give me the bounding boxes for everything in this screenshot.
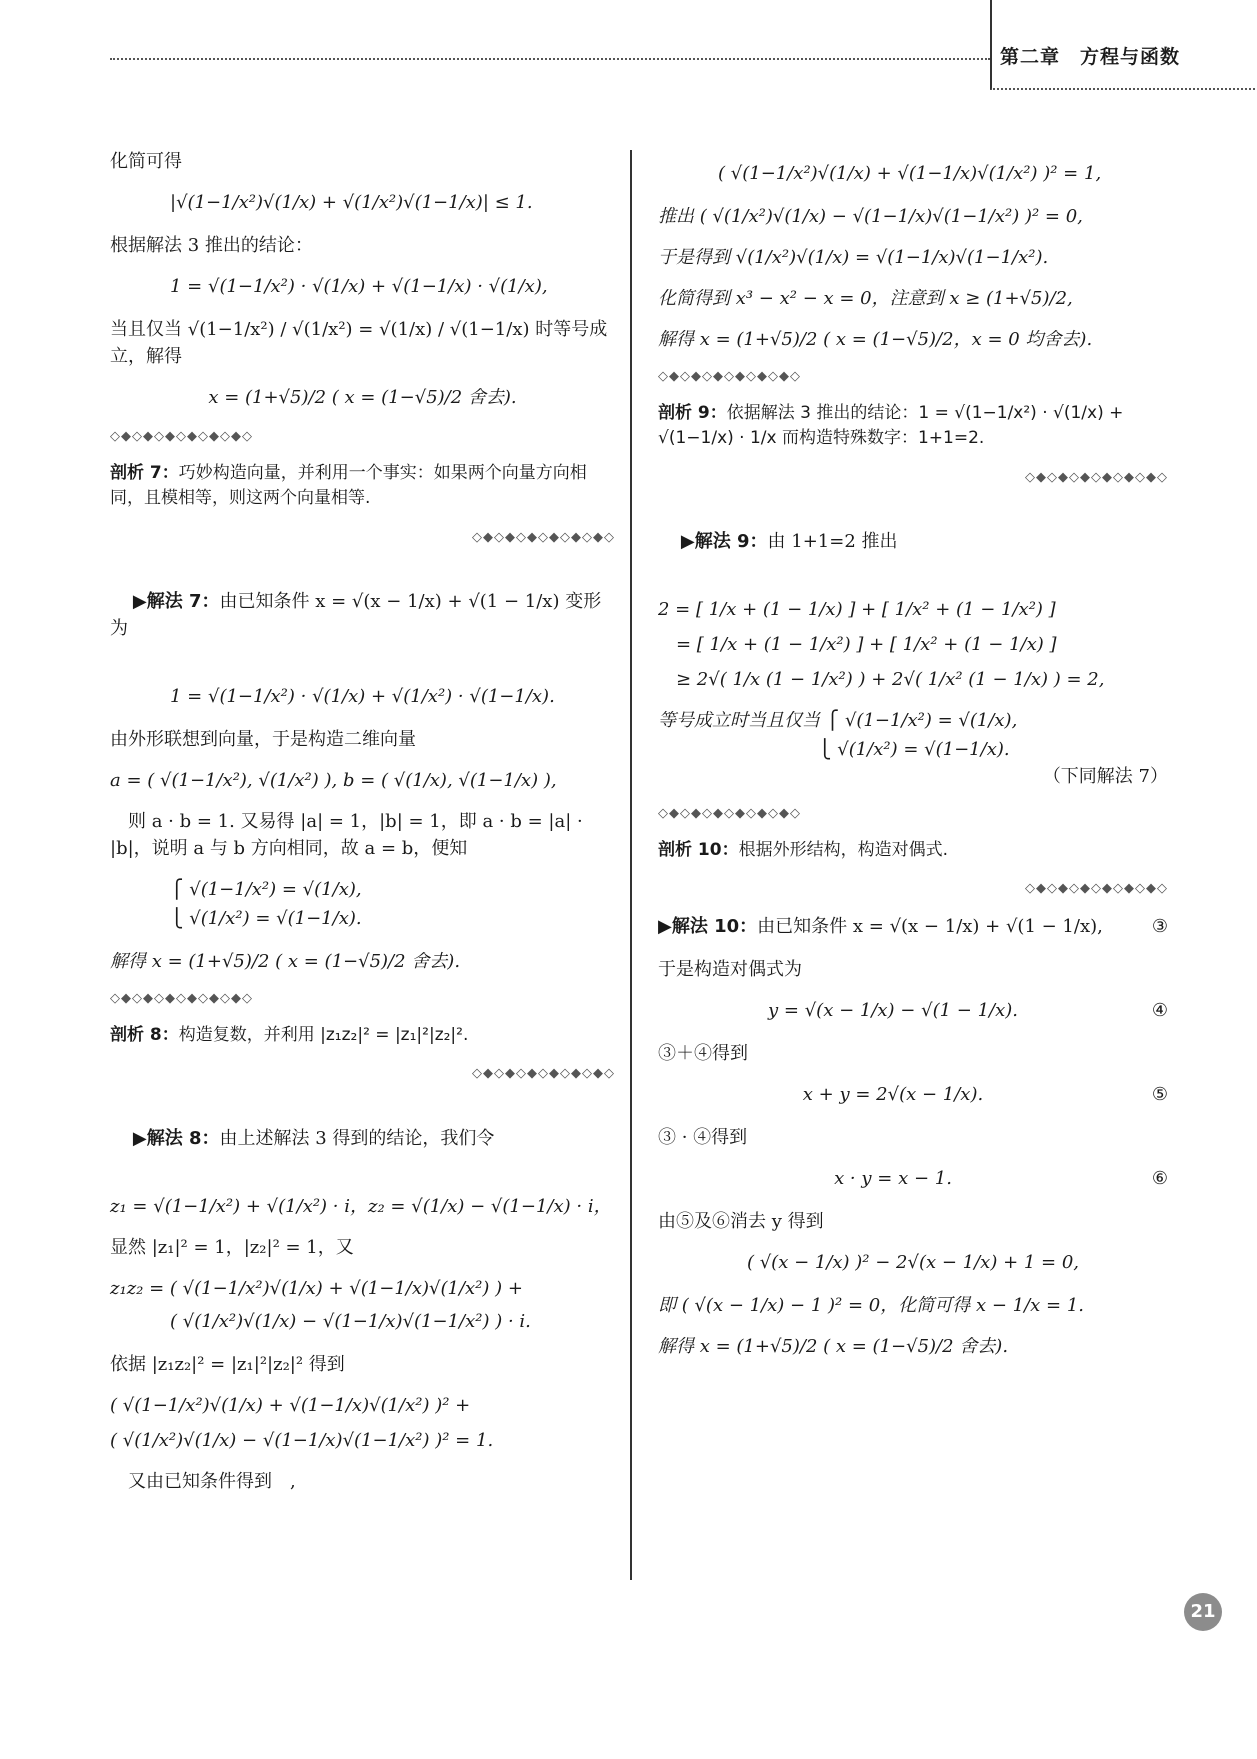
left-column xyxy=(110,148,615,1509)
analysis-label: 剖析 8： xyxy=(110,1024,179,1045)
solution-label: ▶解法 10： xyxy=(658,915,758,937)
solution-label: ▶解法 9： xyxy=(680,531,768,552)
equation-tag: ③ xyxy=(1151,915,1168,937)
solution-label: ▶解法 7： xyxy=(132,591,220,612)
equation-row xyxy=(658,1081,1168,1108)
formula: ≥ 2√( 1/x (1 − 1/x²) ) + 2√( 1/x² (1 − 1/x) ) = 2, xyxy=(676,669,1105,690)
formula: x + y = 2√(x − 1/x). xyxy=(802,1083,984,1105)
formula: 于是得到 √(1/x²)√(1/x) = √(1−1/x)√(1−1/x²). xyxy=(658,247,1049,268)
solution-7 xyxy=(110,561,615,669)
analysis-label: 剖析 7： xyxy=(110,462,179,483)
text-line: ③＋④得到 xyxy=(658,1042,748,1064)
solution-label: ▶解法 8： xyxy=(132,1127,220,1149)
solution-text: 由 1+1=2 推出 xyxy=(767,531,898,552)
ornament-divider: ◇◆◇◆◇◆◇◆◇◆◇◆◇ xyxy=(1025,469,1168,485)
text-note: （下同解法 7） xyxy=(1042,766,1168,787)
solution-8 xyxy=(110,1098,615,1179)
formula: ⎩ √(1/x²) = √(1−1/x). xyxy=(818,739,1010,760)
column-divider xyxy=(630,150,632,1580)
ornament-divider: ◇◆◇◆◇◆◇◆◇◆◇◆◇ xyxy=(1025,881,1168,896)
formula: 解得 x = (1+√5)/2 ( x = (1−√5)/2 舍去). xyxy=(658,1335,1009,1357)
analysis-label: 剖析 9： xyxy=(658,402,727,423)
analysis-9 xyxy=(658,401,1168,452)
formula: 2 = [ 1/x + (1 − 1/x) ] + [ 1/x² + (1 − 1/x²) ] xyxy=(658,599,1056,620)
text-line: 当且仅当 √(1−1/x²) / √(1/x²) = √(1/x) / √(1−1/x) 时等号成立，解得 xyxy=(110,319,608,367)
formula: |√(1−1/x²)√(1/x) + √(1/x²)√(1−1/x)| ≤ 1. xyxy=(170,192,533,213)
text-line: 由⑤及⑥消去 y 得到 xyxy=(658,1210,824,1232)
ornament-divider: ◇◆◇◆◇◆◇◆◇◆◇◆◇ xyxy=(110,991,253,1006)
analysis-label: 剖析 10： xyxy=(658,839,739,860)
ornament-divider: ◇◆◇◆◇◆◇◆◇◆◇◆◇ xyxy=(658,806,801,821)
formula: ⎩ √(1/x²) = √(1−1/x). xyxy=(170,908,362,929)
formula: 解得 x = (1+√5)/2 ( x = (1−√5)/2，x = 0 均舍去). xyxy=(658,329,1093,350)
formula: ( √(1/x²)√(1/x) − √(1−1/x)√(1−1/x²) ) · i. xyxy=(170,1310,531,1332)
formula: ( √(1−1/x²)√(1/x) + √(1−1/x)√(1/x²) )² = 1, xyxy=(718,163,1102,184)
equation-row xyxy=(658,1165,1168,1192)
analysis-8 xyxy=(110,1023,615,1049)
ornament-divider: ◇◆◇◆◇◆◇◆◇◆◇◆◇ xyxy=(472,1066,615,1081)
text-line: 由外形联想到向量，于是构造二维向量 xyxy=(110,729,416,750)
analysis-text: 依据解法 3 推出的结论：1 = √(1−1/x²) · √(1/x) + √(1−1/x) · 1/x 而构造特殊数字：1+1=2. xyxy=(658,402,1124,448)
formula: ( √(1−1/x²)√(1/x) + √(1−1/x)√(1/x²) )² + xyxy=(110,1394,471,1416)
analysis-text: 构造复数，并利用 |z₁z₂|² = |z₁|²|z₂|². xyxy=(178,1024,469,1045)
equation-row xyxy=(658,997,1168,1024)
ornament-divider: ◇◆◇◆◇◆◇◆◇◆◇◆◇ xyxy=(658,369,801,384)
right-column xyxy=(658,148,1168,1374)
equation-tag: ⑥ xyxy=(1151,1167,1168,1189)
text-line: 显然 |z₁|² = 1，|z₂|² = 1，又 xyxy=(110,1236,354,1258)
equation-tag: ⑤ xyxy=(1151,1083,1168,1105)
formula: x = (1+√5)/2 ( x = (1−√5)/2 舍去). xyxy=(208,387,517,408)
text-line: 于是构造对偶式为 xyxy=(658,958,802,980)
formula: ( √(1/x²)√(1/x) − √(1−1/x)√(1−1/x²) )² = 1. xyxy=(110,1429,494,1451)
analysis-text: 巧妙构造向量，并利用一个事实：如果两个向量方向相同，且模相等，则这两个向量相等. xyxy=(110,462,587,508)
formula: 即 ( √(x − 1/x) − 1 )² = 0，化简可得 x − 1/x = 1. xyxy=(658,1294,1085,1316)
text-line: 根据解法 3 推出的结论： xyxy=(110,235,313,256)
formula: 1 = √(1−1/x²) · √(1/x) + √(1−1/x) · √(1/x), xyxy=(170,276,548,297)
text-line: ③ · ④得到 xyxy=(658,1126,748,1148)
formula: z₁z₂ = ( √(1−1/x²)√(1/x) + √(1−1/x)√(1/x²) ) + xyxy=(110,1277,523,1299)
analysis-10 xyxy=(658,838,1168,864)
solution-9 xyxy=(658,501,1168,582)
solution-10 xyxy=(658,913,1168,940)
solution-text: 由已知条件 x = √(x − 1/x) + √(1 − 1/x), xyxy=(757,915,1103,937)
solution-line xyxy=(658,913,1128,940)
formula: z₁ = √(1−1/x²) + √(1/x²) · i，z₂ = √(1/x) − √(1−1/x) · i， xyxy=(110,1195,612,1217)
analysis-text: 根据外形结构，构造对偶式. xyxy=(738,839,948,860)
formula: 解得 x = (1+√5)/2 ( x = (1−√5)/2 舍去). xyxy=(110,951,461,972)
page-number: 21 xyxy=(1184,1593,1222,1631)
formula: ( √(x − 1/x) )² − 2√(x − 1/x) + 1 = 0, xyxy=(746,1251,1080,1273)
ornament-divider: ◇◆◇◆◇◆◇◆◇◆◇◆◇ xyxy=(110,429,253,444)
chapter-title: 第二章 方程与函数 xyxy=(1000,46,1181,68)
formula: = [ 1/x + (1 − 1/x²) ] + [ 1/x² + (1 − 1/x) ] xyxy=(676,634,1057,655)
text-line: 化简可得 xyxy=(110,151,182,172)
formula: y = √(x − 1/x) − √(1 − 1/x). xyxy=(768,999,1018,1021)
formula: 化简得到 x³ − x² − x = 0，注意到 x ≥ (1+√5)/2, xyxy=(658,288,1073,309)
text-line: 则 a · b = 1. 又易得 |a| = 1，|b| = 1，即 a · b = |a| · |b|，说明 a 与 b 方向相同，故 a = b，便知 xyxy=(110,811,589,859)
formula: ⎧ √(1−1/x²) = √(1/x), xyxy=(170,879,362,900)
formula: 等号成立时当且仅当 ⎧ √(1−1/x²) = √(1/x), xyxy=(658,710,1018,731)
formula: 1 = √(1−1/x²) · √(1/x) + √(1/x²) · √(1−1/x). xyxy=(170,686,555,707)
solution-text: 由上述解法 3 得到的结论，我们令 xyxy=(219,1127,495,1149)
analysis-7 xyxy=(110,461,615,512)
equation-tag: ④ xyxy=(1151,999,1168,1021)
ornament-divider: ◇◆◇◆◇◆◇◆◇◆◇◆◇ xyxy=(472,529,615,545)
formula: a = ( √(1−1/x²), √(1/x²) ), b = ( √(1/x), √(1−1/x) ), xyxy=(110,770,557,791)
text-line: 依据 |z₁z₂|² = |z₁|²|z₂|² 得到 xyxy=(110,1353,345,1375)
formula: x · y = x − 1. xyxy=(834,1167,952,1189)
header-rule xyxy=(110,58,990,60)
formula: 推出 ( √(1/x²)√(1/x) − √(1−1/x)√(1−1/x²) )² = 0, xyxy=(658,206,1083,227)
solution-text: 由已知条件 x = √(x − 1/x) + √(1 − 1/x) 变形为 xyxy=(110,591,602,639)
text-line: 又由已知条件得到 , xyxy=(110,1470,296,1492)
